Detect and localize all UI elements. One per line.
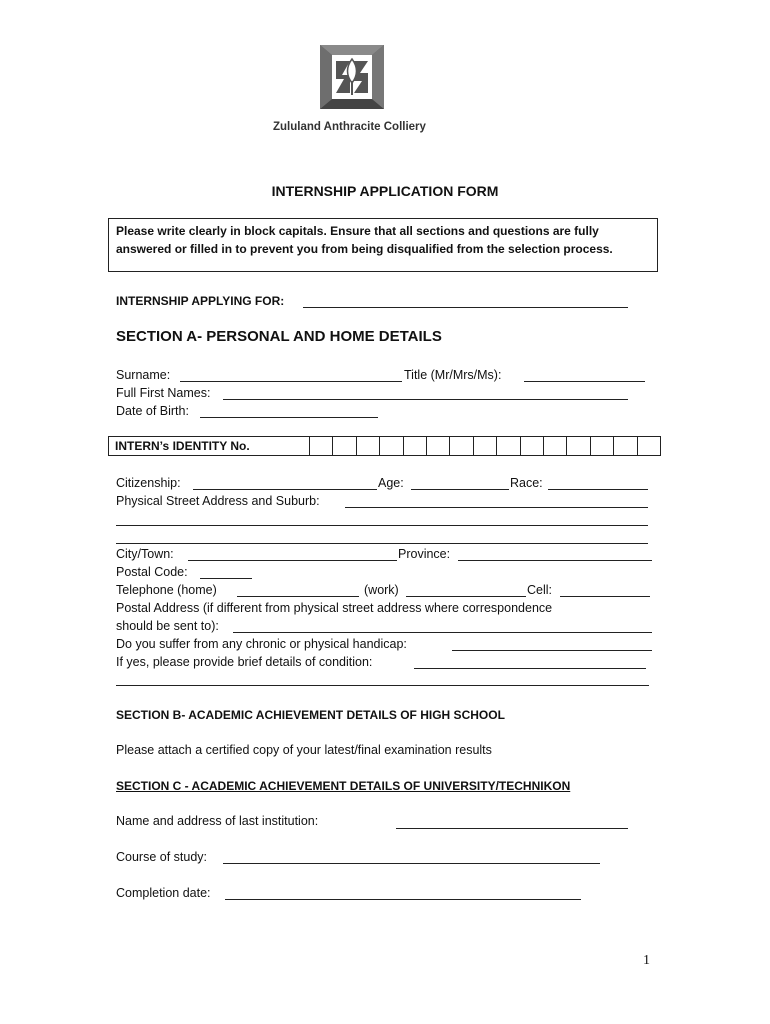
completion-label: Completion date: <box>116 886 211 900</box>
telephone-work-label: (work) <box>364 583 399 597</box>
identity-digit-cell[interactable] <box>427 437 450 455</box>
dob-label: Date of Birth: <box>116 404 189 418</box>
cell-field[interactable] <box>560 596 650 597</box>
first-names-label: Full First Names: <box>116 386 211 400</box>
surname-field[interactable] <box>180 381 402 382</box>
identity-label: INTERN’s IDENTITY No. <box>109 437 310 455</box>
street-address-field[interactable] <box>345 507 648 508</box>
identity-digit-cell[interactable] <box>567 437 590 455</box>
identity-digit-cell[interactable] <box>380 437 403 455</box>
identity-number-row <box>108 436 661 456</box>
age-field[interactable] <box>411 489 509 490</box>
institution-field[interactable] <box>396 828 628 829</box>
postal-address-label: Postal Address (if different from physical street address where correspondence <box>116 601 553 615</box>
identity-digit-cell[interactable] <box>614 437 637 455</box>
postal-address-field[interactable] <box>233 632 652 633</box>
handicap-label: Do you suffer from any chronic or physical handicap: <box>116 637 407 651</box>
identity-digit-cell[interactable] <box>497 437 520 455</box>
citizenship-field[interactable] <box>193 489 377 490</box>
title-field[interactable] <box>524 381 645 382</box>
postal-code-field[interactable] <box>200 578 252 579</box>
company-name: Zululand Anthracite Colliery <box>273 121 426 133</box>
surname-label: Surname: <box>116 368 171 382</box>
identity-digit-cell[interactable] <box>638 437 660 455</box>
title-label: Title (Mr/Mrs/Ms): <box>404 368 502 382</box>
internship-label: INTERNSHIP APPLYING FOR: <box>116 294 285 308</box>
condition-field[interactable] <box>414 668 646 669</box>
age-label: Age: <box>378 476 404 490</box>
city-field[interactable] <box>188 560 397 561</box>
telephone-home-label: Telephone (home) <box>116 583 217 597</box>
race-label: Race: <box>510 476 543 490</box>
internship-field[interactable] <box>303 307 628 308</box>
condition-field-line2[interactable] <box>116 685 649 686</box>
identity-digit-cell[interactable] <box>333 437 356 455</box>
course-field[interactable] <box>223 863 600 864</box>
course-label: Course of study: <box>116 850 208 864</box>
dob-field[interactable] <box>200 417 378 418</box>
section-a-heading: SECTION A- PERSONAL AND HOME DETAILS <box>116 328 442 345</box>
page-number: 1 <box>643 953 650 968</box>
province-field[interactable] <box>458 560 652 561</box>
postal-address-label-cont: should be sent to): <box>116 619 219 633</box>
identity-digit-cell[interactable] <box>521 437 544 455</box>
handicap-field[interactable] <box>452 650 652 651</box>
condition-label: If yes, please provide brief details of condition: <box>116 655 373 669</box>
form-title: INTERNSHIP APPLICATION FORM <box>271 183 499 199</box>
identity-digit-cell[interactable] <box>474 437 497 455</box>
cell-label: Cell: <box>527 583 553 597</box>
postal-code-label: Postal Code: <box>116 565 188 579</box>
identity-digit-cell[interactable] <box>591 437 614 455</box>
section-b-note: Please attach a certified copy of your latest/final examination results <box>116 743 492 757</box>
identity-digit-cell[interactable] <box>544 437 567 455</box>
citizenship-label: Citizenship: <box>116 476 181 490</box>
identity-digit-cell[interactable] <box>310 437 333 455</box>
first-names-field[interactable] <box>223 399 628 400</box>
race-field[interactable] <box>548 489 648 490</box>
street-address-field-line3[interactable] <box>116 543 648 544</box>
street-address-field-line2[interactable] <box>116 525 648 526</box>
identity-digit-cell[interactable] <box>357 437 380 455</box>
city-label: City/Town: <box>116 547 174 561</box>
section-c-heading: SECTION C - ACADEMIC ACHIEVEMENT DETAILS OF UNIVERSITY/TECHNIKON <box>116 779 571 793</box>
province-label: Province: <box>398 547 451 561</box>
telephone-home-field[interactable] <box>237 596 359 597</box>
identity-digit-cell[interactable] <box>404 437 427 455</box>
section-b-heading: SECTION B- ACADEMIC ACHIEVEMENT DETAILS OF HIGH SCHOOL <box>116 708 505 722</box>
company-logo-icon <box>320 45 384 109</box>
identity-digit-cell[interactable] <box>450 437 473 455</box>
completion-field[interactable] <box>225 899 581 900</box>
street-address-label: Physical Street Address and Suburb: <box>116 494 320 508</box>
instructions-box: Please write clearly in block capitals. Ensure that all sections and questions are fully answered or filled in to prevent you from being disqualified from the selection process. <box>108 218 658 272</box>
institution-label: Name and address of last institution: <box>116 814 319 828</box>
telephone-work-field[interactable] <box>406 596 526 597</box>
